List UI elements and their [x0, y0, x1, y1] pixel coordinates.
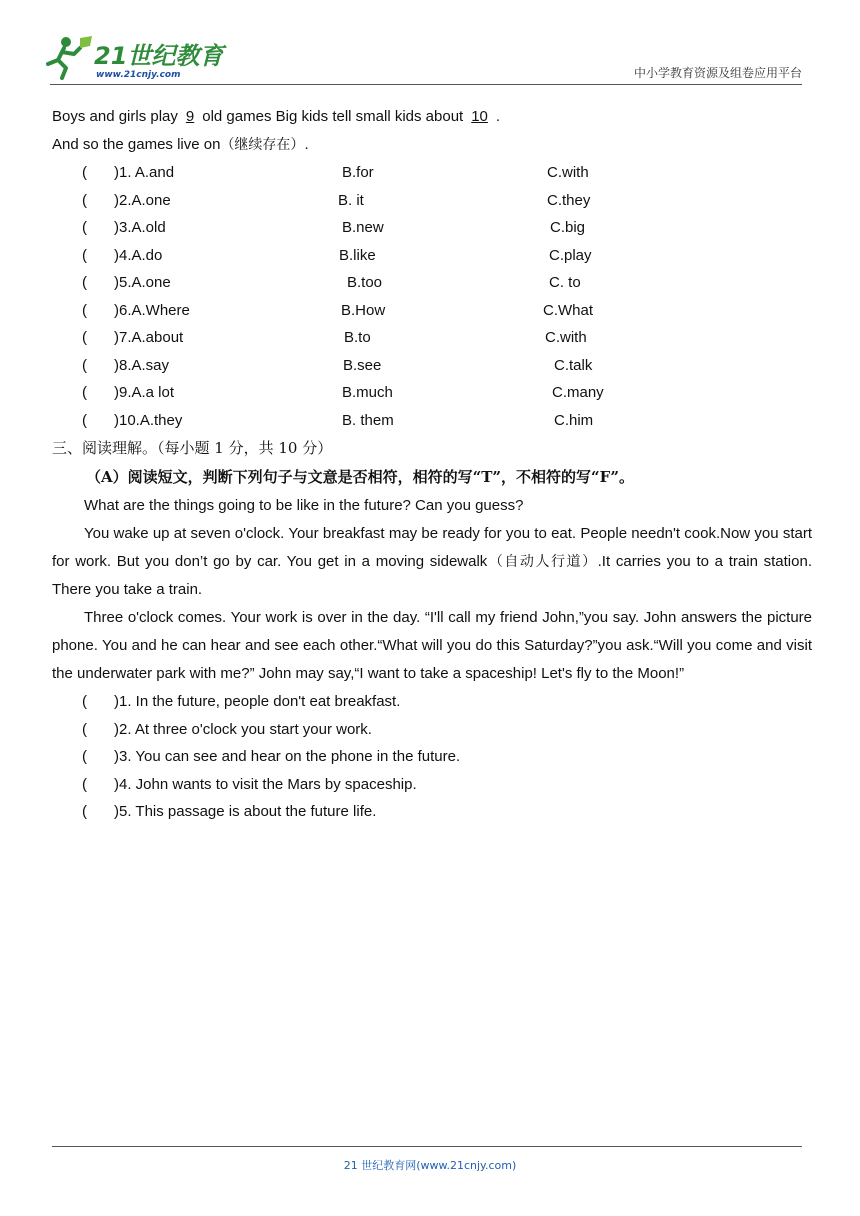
choice-list [52, 159, 812, 434]
page-header [0, 0, 860, 90]
option-b: B.much [342, 384, 393, 401]
option-c: C.they [547, 191, 591, 209]
answer-paren: ( [82, 384, 87, 401]
choice-row [52, 187, 812, 215]
cloze-text: . [495, 108, 501, 125]
option-b: B.new [342, 219, 384, 236]
footer-divider [52, 1146, 802, 1147]
option-c: C.many [552, 384, 604, 401]
header-divider [50, 84, 802, 85]
answer-paren: ( [82, 693, 87, 710]
answer-paren: ( [82, 720, 87, 738]
answer-paren: ( [82, 748, 87, 765]
document-body [52, 103, 812, 826]
passage-paragraph-3: Three o'clock comes. Your work is over in the day. “I'll call my friend John,”you say. John answers the picture phone. You and he can hear and see each other.“What will you do this Saturday?”you ask.“Will you come and visit the underwater park with me?” John may say,“I want to take a spaceship! Let's fly to the Moon!” [52, 609, 812, 682]
answer-paren: ( [82, 411, 87, 429]
option-b: B.for [342, 164, 374, 181]
cloze-text: old games Big kids tell small kids about [202, 108, 464, 125]
site-name: 中小学教育资源及组卷应用平台 [633, 66, 802, 80]
answer-paren: ( [82, 329, 87, 346]
answer-paren: ( [82, 803, 87, 820]
choice-row [52, 324, 812, 352]
cloze-gloss: （继续存在） [220, 137, 305, 153]
tf-question [52, 798, 812, 826]
option-c: C. to [549, 274, 581, 291]
tf-question [52, 771, 812, 799]
option-c: C.What [543, 301, 594, 319]
option-b: B.like [339, 246, 376, 264]
answer-paren: ( [82, 164, 87, 181]
passage-text: .It carries you to a train station. There you take a train. [52, 553, 812, 598]
answer-paren: ( [82, 191, 87, 209]
choice-row [52, 269, 812, 297]
cloze-text: Boys and girls play [52, 108, 178, 125]
blank-10: 10 [471, 108, 488, 125]
blank-9: 9 [185, 108, 195, 125]
question-text: )3. You can see and hear on the phone in the future. [114, 748, 461, 765]
answer-paren: ( [82, 246, 87, 264]
choice-row [52, 297, 812, 325]
option-b: B. them [342, 411, 394, 429]
option-b: B.too [347, 274, 383, 291]
question-text: )4. John wants to visit the Mars by spaceship. [114, 775, 417, 793]
option-a: )5.A.one [114, 274, 171, 291]
choice-row [52, 214, 812, 242]
question-text: )1. In the future, people don't eat breakfast. [114, 693, 401, 710]
option-c: C.with [547, 164, 589, 181]
logo-text: 21世纪教育 [94, 42, 224, 70]
tf-question [52, 743, 812, 771]
tf-question [52, 688, 812, 716]
cloze-line-2 [52, 131, 812, 159]
cloze-line-1 [52, 103, 812, 131]
passage-paragraph-2 [52, 520, 812, 604]
cloze-text: And so the games live on [52, 136, 221, 153]
tf-question [52, 716, 812, 744]
true-false-list [52, 688, 812, 826]
option-a: )10.A.they [114, 411, 183, 429]
answer-paren: ( [82, 356, 87, 374]
question-text: )5. This passage is about the future life. [114, 803, 377, 820]
option-a: )4.A.do [114, 246, 163, 264]
question-text: )2. At three o'clock you start your work. [114, 720, 372, 738]
option-c: C.talk [554, 356, 593, 374]
option-a: )3.A.old [114, 219, 166, 236]
passage-text: You wake up at seven o'clock. Your breakfast may be ready for you to eat. People needn't cook.Now you start for work. But you don’t go by car. You get in a moving sidewalk [52, 525, 812, 570]
running-man-icon [44, 34, 234, 82]
option-c: C.him [554, 411, 594, 429]
answer-paren: ( [82, 775, 87, 793]
option-b: B. it [338, 191, 364, 209]
option-a: )8.A.say [114, 356, 170, 374]
logo [44, 34, 234, 82]
choice-row [52, 159, 812, 187]
part-a-instructions: （A）阅读短文，判断下列句子与文意是否相符，相符的写“T”，不相符的写“F”。 [86, 468, 634, 486]
section-title: 三、阅读理解。（每小题 1 分，共 10 分） [52, 439, 333, 457]
option-a: )2.A.one [114, 191, 171, 209]
option-b: B.How [341, 301, 386, 319]
cloze-text: . [304, 136, 309, 153]
choice-row [52, 352, 812, 380]
option-a: )9.A.a lot [114, 384, 175, 401]
answer-paren: ( [82, 219, 87, 236]
choice-row [52, 379, 812, 407]
choice-row [52, 242, 812, 270]
option-b: B.to [344, 329, 371, 346]
logo-url: www.21cnjy.com [96, 70, 181, 80]
option-c: C.with [545, 329, 587, 346]
option-a: )1. A.and [114, 164, 175, 181]
passage-gloss: （自动人行道） [487, 554, 598, 570]
answer-paren: ( [82, 301, 87, 319]
option-a: )7.A.about [114, 329, 184, 346]
answer-paren: ( [82, 274, 87, 291]
choice-row [52, 407, 812, 435]
option-c: C.play [549, 246, 592, 264]
passage-paragraph-1: What are the things going to be like in the future? Can you guess? [84, 497, 524, 514]
option-b: B.see [343, 356, 382, 374]
option-c: C.big [550, 219, 586, 236]
footer-text[interactable]: 21 世纪教育网(www.21cnjy.com) [343, 1159, 517, 1172]
option-a: )6.A.Where [114, 301, 190, 319]
